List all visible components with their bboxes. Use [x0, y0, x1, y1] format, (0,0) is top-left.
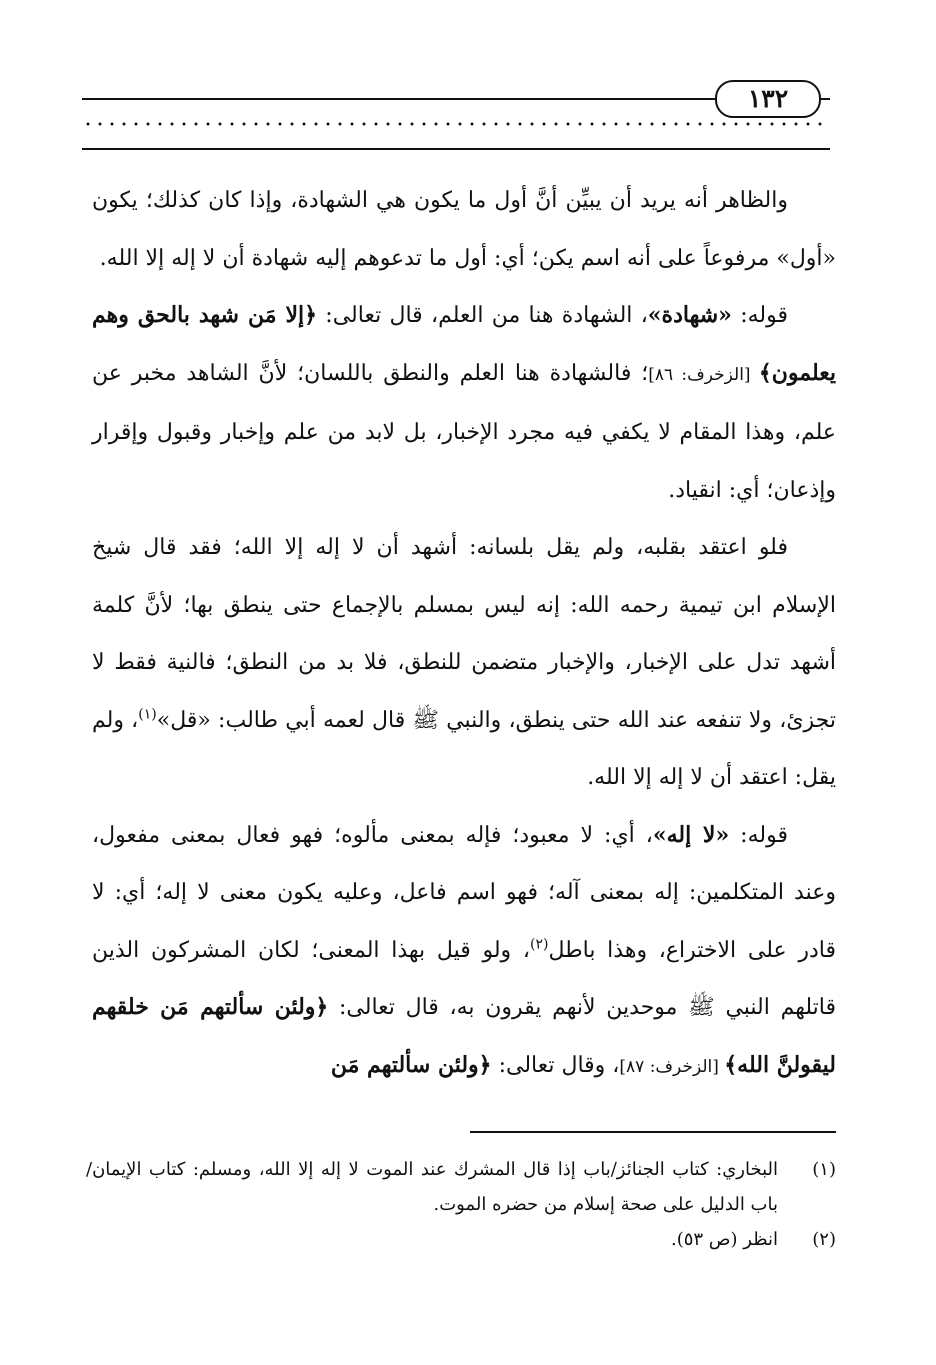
- footnote-divider: [470, 1131, 836, 1133]
- main-text: [92, 172, 836, 1096]
- text-run: والظاهر أنه يريد أن يبيِّن أنَّ أول ما يكون هي الشهادة، وإذا كان كذلك؛ يكون «أول» مرفوعاً على أنه اسم يكن؛ أي: أول ما تدعوهم إليه شهادة أن لا إله إلا الله.: [92, 188, 836, 271]
- text-run: ، الشهادة هنا من العلم، قال تعالى:: [317, 303, 648, 328]
- paragraph: [92, 172, 836, 287]
- bold-phrase: ﴿ولئن سألتهم مَن خلقهم ليقولنَّ الله﴾: [92, 994, 836, 1078]
- header-bottom-rule: [82, 148, 830, 150]
- text-run: قوله:: [731, 303, 788, 328]
- paragraph: [92, 807, 836, 1097]
- text-run: ؛ فالشهادة هنا العلم والنطق باللسان؛ لأنَّ الشاهد مخبر عن علم، وهذا المقام لا يكفي فيه مجرد الإخبار، بل لابد من علم وإخبار وقبول وإقرار وإذعان؛ أي: انقياد.: [92, 360, 836, 503]
- text-run: قوله:: [729, 822, 788, 848]
- footnote: [86, 1222, 836, 1257]
- footnote-marker: (١): [138, 706, 157, 723]
- footnote-text: انظر (ص ٥٣).: [670, 1229, 778, 1250]
- verse-reference: [الزخرف: ٨٧]: [619, 1056, 725, 1077]
- paragraph: [92, 519, 836, 807]
- text-run: ، ولم يقل: اعتقد أن لا إله إلا الله.: [92, 707, 836, 790]
- footnote-number: (١): [812, 1159, 836, 1180]
- bold-phrase: ﴿إلا مَن شهد بالحق وهم يعلمون﴾: [92, 302, 836, 386]
- verse-reference: [الزخرف: ٨٦]: [648, 364, 759, 385]
- page-number: ١٣٢: [715, 80, 821, 118]
- text-run: ، أي: لا معبود؛ فإله بمعنى مألوه؛ فهو فعال بمعنى مفعول، وعند المتكلمين: إله بمعنى آله؛ فهو اسم فاعل، وعليه يكون معنى لا إله؛ أي: لا قادر على الاختراع، وهذا باطل: [92, 822, 837, 963]
- dotted-divider: [82, 122, 830, 126]
- text-run: ، ولو قيل بهذا المعنى؛ لكان المشركون الذين قاتلهم النبي ﷺ موحدين لأنهم يقرون به، قال تعالى:: [92, 937, 836, 1020]
- bold-phrase: «شهادة»: [647, 302, 732, 328]
- footnote-marker: (٢): [529, 936, 549, 953]
- footnotes: [86, 1152, 836, 1257]
- text-run: فلو اعتقد بقلبه، ولم يقل بلسانه: أشهد أن لا إله إلا الله؛ فقد قال شيخ الإسلام ابن تيمية رحمه الله: إنه ليس بمسلم بالإجماع حتى ينطق بها؛ لأنَّ كلمة أشهد تدل على الإخبار، والإخبار متضمن للنطق، فلا بد من النطق؛ فالنية فقط لا تجزئ، ولا تنفعه عند الله حتى ينطق، والنبي ﷺ قال لعمه أبي طالب: «قل»: [92, 535, 837, 733]
- bold-phrase: «لا إله»: [652, 821, 730, 848]
- page-header: [82, 78, 830, 158]
- text-run: ، وقال تعالى:: [491, 1052, 620, 1078]
- paragraph: [92, 287, 836, 519]
- footnote-number: (٢): [812, 1229, 836, 1250]
- bold-phrase: ﴿ولئن سألتهم مَن: [330, 1051, 492, 1078]
- footnote: [86, 1152, 836, 1222]
- footnote-text: البخاري: كتاب الجنائز/باب إذا قال المشرك عند الموت لا إله إلا الله، ومسلم: كتاب الإيمان/باب الدليل على صحة إسلام من حضره الموت.: [86, 1159, 778, 1215]
